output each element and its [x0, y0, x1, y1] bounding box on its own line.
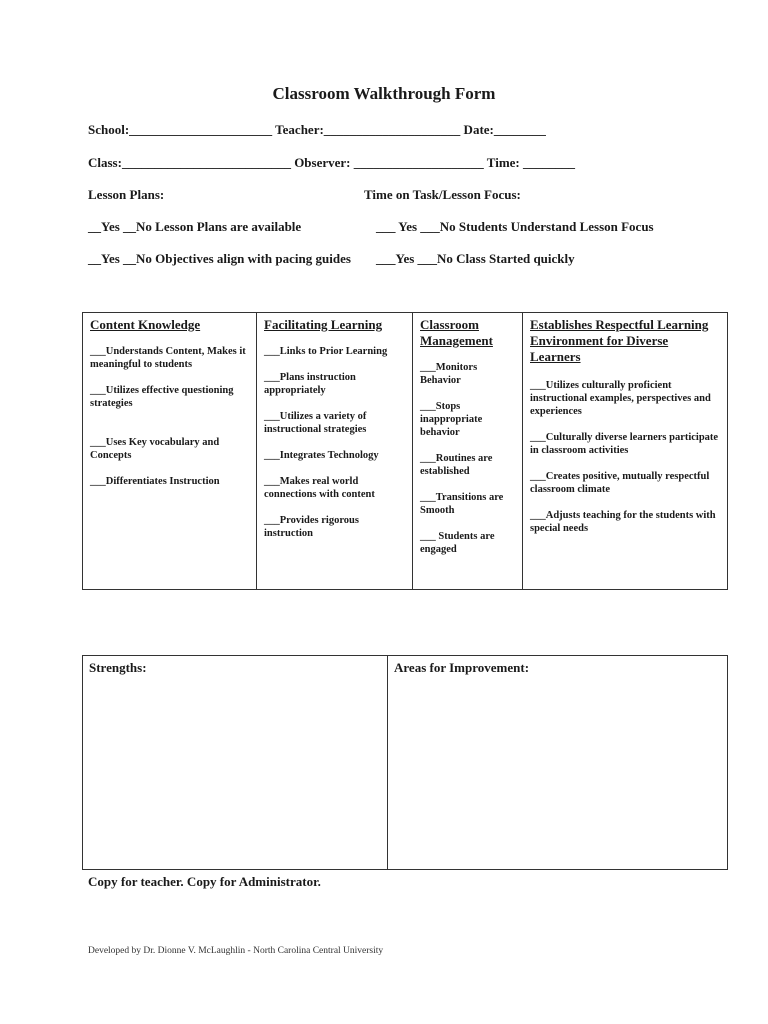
criteria-item[interactable]: ___Links to Prior Learning	[264, 346, 388, 357]
criteria-item[interactable]: ___Monitors Behavior	[420, 362, 478, 386]
copy-note: Copy for teacher. Copy for Administrator.	[88, 874, 321, 889]
criteria-item[interactable]: ___Utilizes a variety of instructional strategies	[264, 411, 367, 435]
check-class-started-quickly[interactable]: ___Yes ___No Class Started quickly	[376, 251, 575, 266]
criteria-item[interactable]: ___Stops inappropriate behavior	[420, 401, 483, 438]
criteria-item[interactable]: ___Culturally diverse learners participate in classroom activities	[530, 432, 719, 456]
criteria-item[interactable]: ___Routines are established	[420, 453, 493, 477]
header-row-school-teacher-date[interactable]: School:______________________ Teacher:_____________________ Date:________	[88, 122, 546, 137]
column-facilitating-learning	[257, 313, 413, 589]
column-heading: Content Knowledge	[90, 317, 201, 332]
header-row-class-observer-time[interactable]: Class:__________________________ Observer: ____________________ Time: ________	[88, 155, 575, 170]
check-lesson-plans-available[interactable]: __Yes __No Lesson Plans are available	[88, 219, 302, 234]
criteria-item[interactable]: ___Differentiates Instruction	[90, 476, 220, 487]
improvement-area[interactable]	[388, 656, 727, 869]
criteria-item[interactable]: ___Adjusts teaching for the students with special needs	[530, 510, 716, 534]
column-respectful-environment	[523, 313, 727, 589]
criteria-item[interactable]: ___Integrates Technology	[264, 450, 379, 461]
criteria-table	[82, 312, 728, 590]
check-students-understand-focus[interactable]: ___ Yes ___No Students Understand Lesson Focus	[376, 219, 654, 234]
column-content-knowledge	[83, 313, 257, 589]
criteria-item[interactable]: ___Provides rigorous instruction	[264, 515, 359, 539]
footer-credit: Developed by Dr. Dionne V. McLaughlin - North Carolina Central University	[88, 946, 384, 956]
criteria-item[interactable]: ___Uses Key vocabulary and Concepts	[90, 437, 220, 461]
criteria-item[interactable]: ___Utilizes effective questioning strategies	[90, 385, 234, 409]
notes-box	[82, 655, 728, 870]
time-on-task-label: Time on Task/Lesson Focus:	[364, 187, 521, 202]
criteria-item[interactable]: ___Transitions are Smooth	[420, 492, 504, 516]
column-heading: Classroom Management	[420, 317, 493, 348]
criteria-item[interactable]: ___Creates positive, mutually respectful classroom climate	[530, 471, 710, 495]
strengths-label: Strengths:	[89, 660, 147, 675]
criteria-item[interactable]: ___Makes real world connections with content	[264, 476, 375, 500]
column-heading: Establishes Respectful Learning Environment for Diverse Learners	[530, 317, 709, 364]
improvement-label: Areas for Improvement:	[394, 660, 530, 675]
column-classroom-management	[413, 313, 523, 589]
strengths-area[interactable]	[83, 656, 388, 869]
criteria-item[interactable]: ___ Students are engaged	[420, 531, 495, 555]
column-heading: Facilitating Learning	[264, 317, 383, 332]
form-title: Classroom Walkthrough Form	[272, 84, 496, 103]
criteria-item[interactable]: ___Utilizes culturally proficient instructional examples, perspectives and experiences	[530, 380, 711, 417]
check-objectives-align[interactable]: __Yes __No Objectives align with pacing guides	[88, 251, 351, 266]
criteria-item[interactable]: ___Understands Content, Makes it meaningful to students	[90, 346, 246, 370]
lesson-plans-label: Lesson Plans:	[88, 187, 165, 202]
criteria-item[interactable]: ___Plans instruction appropriately	[264, 372, 356, 396]
